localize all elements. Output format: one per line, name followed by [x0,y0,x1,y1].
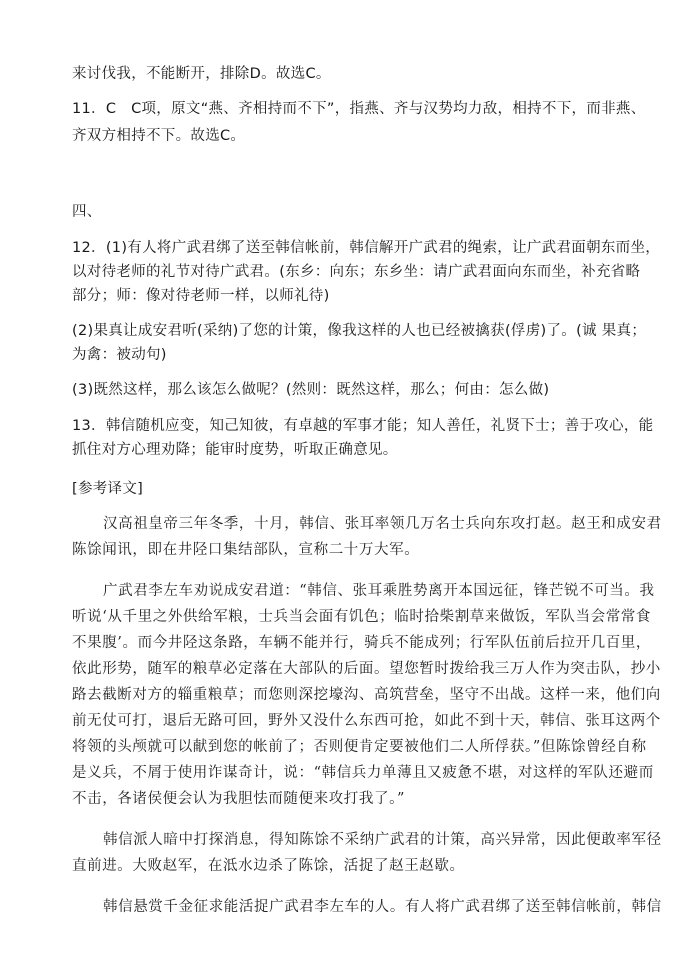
answer-text-line: 来讨伐我，不能断开，排除D。故选C。 [72,66,331,82]
answer-12-line: 部分；师：像对待老师一样，以师礼待) [72,288,330,304]
answer-12-line: 为禽：被动句) [72,347,167,363]
translation-line: 汉高祖皇帝三年冬季，十月，韩信、张耳率领几万名士兵向东攻打赵。赵王和成安君 [103,516,662,532]
translation-line: 不果腹’。而今井陉这条路，车辆不能并行，骑兵不能成列；行军队伍前后拉开几百里， [72,635,652,651]
translation-line: 韩信悬赏千金征求能活捉广武君李左车的人。有人将广武君绑了送至韩信帐前，韩信 [103,899,662,915]
answer-12-line: 以对待老师的礼节对待广武君。(东乡：向东；东乡坐：请广武君面向东而坐，补充省略 [72,264,641,280]
translation-line: 直前进。大败赵军，在泜水边杀了陈馀，活捉了赵王赵歇。 [72,858,465,874]
translation-line: 是义兵，不屑于使用诈谋奇计，说：“韩信兵力单薄且又疲惫不堪，对这样的军队还避而 [72,765,654,781]
translation-line: 依此形势，随军的粮草必定落在大部队的后面。望您暂时拨给我三万人作为突击队，抄小 [72,661,661,677]
translation-line: 路去截断对方的辎重粮草；而您则深挖壕沟、高筑营垒，坚守不出战。这样一来，他们向 [72,687,661,703]
section-heading: 四、 [72,204,102,220]
answer-12-line: (2)果真让成安君听(采纳)了您的计策，像我这样的人也已经被擒获(俘虏)了。(诚 果真； [72,323,647,339]
answer-11-line: 齐双方相持不下。故选C。 [72,128,246,144]
translation-line: 韩信派人暗中打探消息，得知陈馀不采纳广武君的计策，高兴异常，因此便敢率军径 [103,832,662,848]
answer-13-line: 抓住对方心理劝降；能审时度势，听取正确意见。 [72,442,398,458]
translation-line: 陈馀闻讯，即在井陉口集结部队，宣称二十万大军。 [72,542,420,558]
reference-translation-label: [参考译文] [72,481,144,497]
translation-line: 前无仗可打，退后无路可回，野外又没什么东西可抢，如此不到十天，韩信、张耳这两个 [72,713,661,729]
translation-line: 广武君李左车劝说成安君道：“韩信、张耳乘胜势离开本国远征，锋芒锐不可当。我 [103,583,655,599]
answer-11-line: 11．C C项，原文“燕、齐相持而不下”，指燕、齐与汉势均力敌，相持不下，而非燕、 [72,101,646,117]
answer-12-line: 12．(1)有人将广武君绑了送至韩信帐前，韩信解开广武君的绳索，让广武君面朝东而坐， [72,240,661,256]
translation-line: 听说‘从千里之外供给军粮，士兵当会面有饥色；临时拾柴割草来做饭，军队当会常常食 [72,609,652,625]
translation-line: 将领的头颅就可以献到您的帐前了；否则便肯定要被他们二人所俘获。”但陈馀曾经自称 [72,739,647,755]
answer-13-line: 13．韩信随机应变，知己知彼，有卓越的军事才能；知人善任，礼贤下士；善于攻心，能 [72,418,654,434]
translation-line: 不击，各诸侯便会认为我胆怯而随便来攻打我了。” [72,791,405,807]
answer-12-line: (3)既然这样，那么该怎么做呢？(然则：既然这样，那么；何由：怎么做) [72,382,550,398]
